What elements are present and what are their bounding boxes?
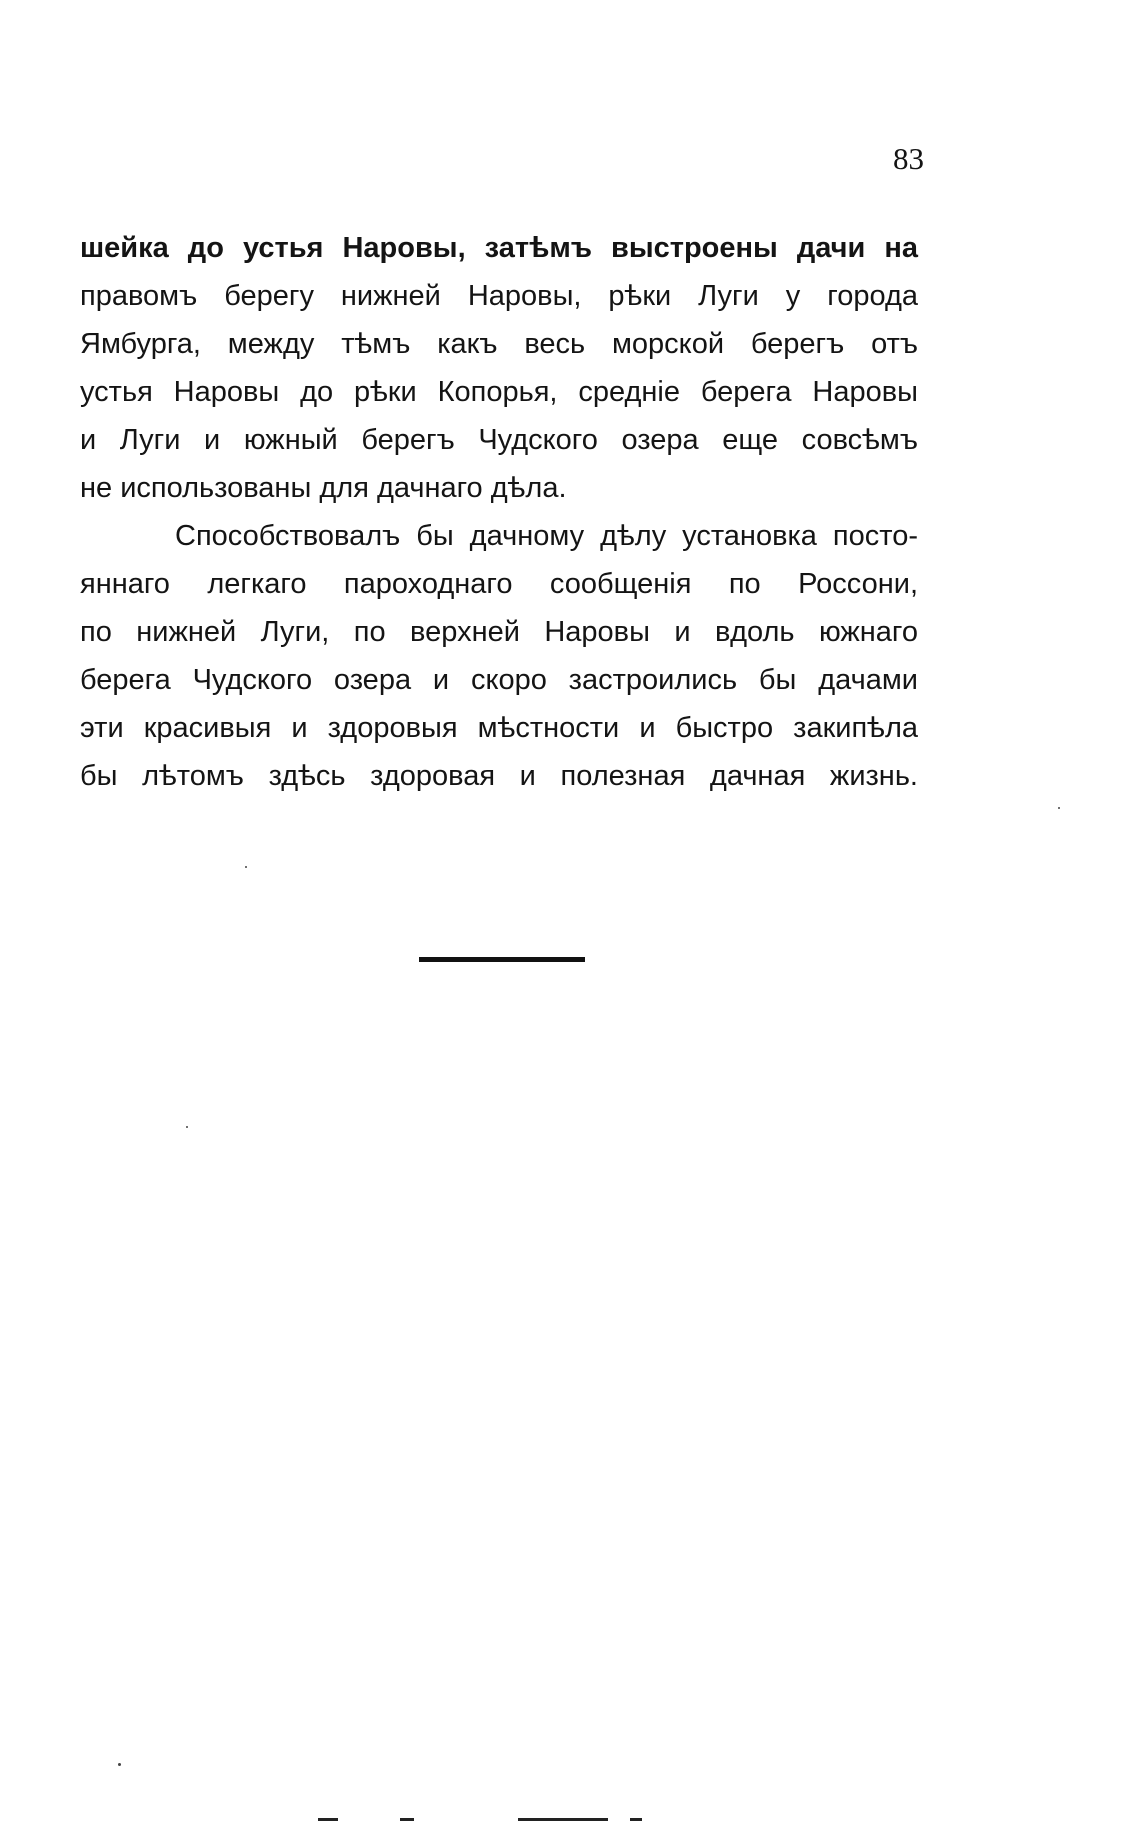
text-line: бы лѣтомъ здѣсь здоровая и полезная дачная жизнь. [80,760,918,792]
scan-speck [1058,807,1060,809]
scan-edge-marks [0,1814,1140,1824]
text-line: Ямбурга, между тѣмъ какъ весь морской берегъ отъ [80,328,918,360]
scan-edge-mark [400,1818,414,1821]
text-line: эти красивыя и здоровыя мѣстности и быстро закипѣла [80,712,918,744]
text-line: не использованы для дачнаго дѣла. [80,472,567,504]
text-line: устья Наровы до рѣки Копорья, средніе берега Наровы [80,376,918,408]
body-text [80,224,918,800]
page-number: 83 [893,141,924,176]
text-line: и Луги и южный берегъ Чудского озера еще совсѣмъ [80,424,918,456]
paragraph-1 [80,224,918,512]
scan-edge-mark [518,1818,608,1821]
text-line: яннаго легкаго пароходнаго сообщенія по Россони, [80,568,918,600]
section-divider-rule [419,957,585,962]
text-line: по нижней Луги, по верхней Наровы и вдоль южнаго [80,616,918,648]
text-line: правомъ берегу нижней Наровы, рѣки Луги у города [80,280,918,312]
scan-edge-mark [630,1818,642,1821]
text-line: берега Чудского озера и скоро застроились бы дачами [80,664,918,696]
text-line: Способствовалъ бы дачному дѣлу установка посто- [175,520,918,552]
scan-speck [245,866,247,868]
scan-edge-mark [318,1818,338,1821]
scan-speck [118,1763,121,1766]
paragraph-2 [80,512,918,800]
scan-speck [186,1126,188,1128]
text-line: шейка до устья Наровы, затѣмъ выстроены дачи на [80,232,918,264]
